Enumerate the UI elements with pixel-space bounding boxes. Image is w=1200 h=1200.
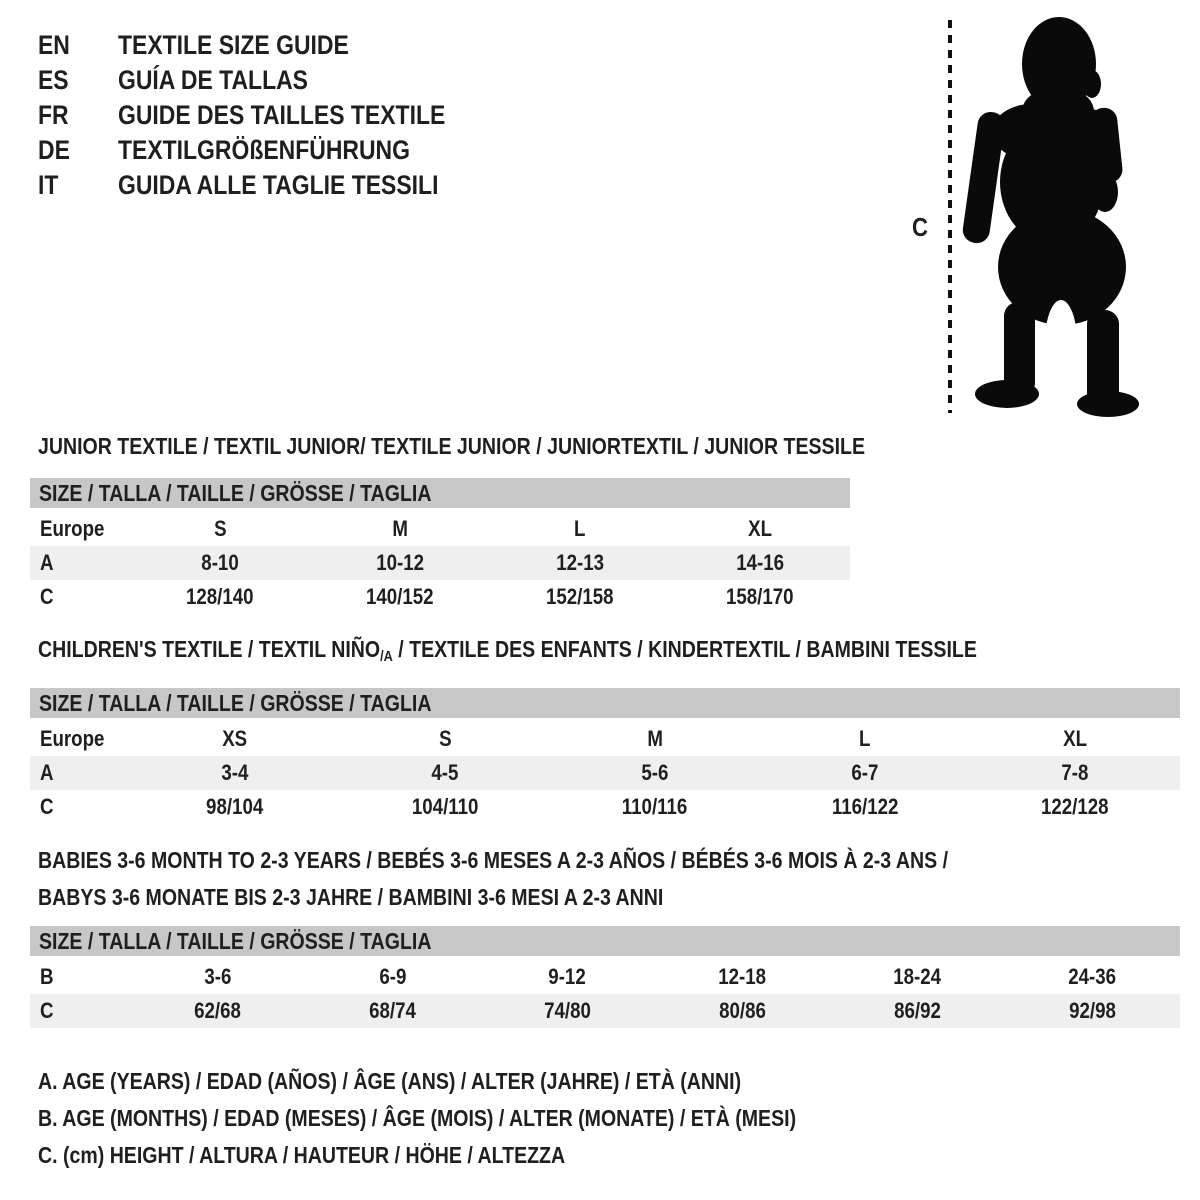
age-cell: 8-10 [201, 550, 239, 575]
height-cell: 128/140 [186, 584, 254, 609]
size-header-text: SIZE / TALLA / TAILLE / GRÖSSE / TAGLIA [39, 928, 432, 954]
age-cell: 6-7 [851, 760, 879, 785]
size-cell: M [647, 726, 663, 751]
language-row-es [38, 63, 503, 98]
language-code: ES [38, 65, 69, 95]
table-row [30, 960, 1180, 994]
row-label: A [40, 550, 54, 575]
children-table [30, 688, 1180, 824]
table-row [30, 512, 850, 546]
size-cell: XS [222, 726, 248, 751]
height-cell: 110/116 [622, 794, 688, 819]
language-row-fr [38, 98, 503, 133]
age-cell: 3-6 [203, 964, 232, 989]
language-row-it [38, 168, 503, 203]
legend-line-a: A. AGE (YEARS) / EDAD (AÑOS) / ÂGE (ANS) / ALTER (JAHRE) / ETÀ (ANNI) [38, 1068, 742, 1094]
row-label: C [40, 794, 54, 819]
table-row [30, 994, 1180, 1028]
row-label: A [40, 760, 54, 785]
measurement-legend [38, 1063, 930, 1174]
row-label: Europe [40, 726, 105, 751]
language-title: GUÍA DE TALLAS [118, 65, 308, 95]
children-section-title [38, 636, 1143, 665]
size-header-text: SIZE / TALLA / TAILLE / GRÖSSE / TAGLIA [39, 690, 432, 716]
row-label: Europe [40, 516, 105, 541]
children-size-header [30, 688, 1180, 718]
language-code: EN [38, 30, 70, 60]
height-cell: 86/92 [894, 998, 941, 1023]
language-row-de [38, 133, 503, 168]
size-cell: L [859, 726, 871, 751]
size-cell: S [438, 726, 452, 751]
height-cell: 116/122 [831, 794, 899, 819]
height-cell: 92/98 [1069, 998, 1116, 1023]
height-cell: 140/152 [366, 584, 434, 609]
age-cell: 5-6 [641, 760, 669, 785]
height-cell: 122/128 [1041, 794, 1109, 819]
babies-size-header [30, 926, 1180, 956]
size-cell: L [574, 516, 586, 541]
toddler-silhouette-icon [900, 0, 1200, 430]
row-label: B [40, 964, 54, 989]
height-cell: 152/158 [546, 584, 614, 609]
language-code: DE [38, 135, 70, 165]
junior-section-title [38, 433, 1011, 460]
language-title: TEXTILE SIZE GUIDE [118, 30, 349, 60]
age-cell: 12-18 [718, 964, 767, 989]
nino-a-subscript: /A [380, 648, 393, 665]
language-title: TEXTILGRÖßENFÜHRUNG [118, 135, 410, 165]
junior-table [30, 478, 850, 614]
age-cell: 7-8 [1061, 760, 1089, 785]
size-cell: XL [748, 516, 772, 541]
height-cell: 80/86 [719, 998, 766, 1023]
size-cell: S [213, 516, 227, 541]
age-cell: 3-4 [221, 760, 249, 785]
table-row [30, 722, 1180, 756]
junior-title-text: JUNIOR TEXTILE / TEXTIL JUNIOR/ TEXTILE JUNIOR / JUNIORTEXTIL / JUNIOR TESSILE [38, 433, 866, 459]
babies-title-line1: BABIES 3-6 MONTH TO 2-3 YEARS / BEBÉS 3-6 MESES A 2-3 AÑOS / BÉBÉS 3-6 MOIS À 2-3 ANS / [38, 847, 949, 873]
age-cell: 6-9 [378, 964, 407, 989]
babies-table [30, 926, 1180, 1028]
age-cell: 9-12 [548, 964, 587, 989]
language-title-list [38, 28, 503, 203]
babies-title-line2: BABYS 3-6 MONATE BIS 2-3 JAHRE / BAMBINI 3-6 MESI A 2-3 ANNI [38, 884, 664, 910]
height-cell: 68/74 [369, 998, 416, 1023]
age-cell: 10-12 [376, 550, 424, 575]
height-cell: 74/80 [544, 998, 591, 1023]
size-header-text: SIZE / TALLA / TAILLE / GRÖSSE / TAGLIA [39, 480, 432, 506]
junior-size-header [30, 478, 850, 508]
babies-section-title [38, 842, 1109, 916]
age-cell: 24-36 [1068, 964, 1117, 989]
row-label: C [40, 998, 54, 1023]
language-title: GUIDA ALLE TAGLIE TESSILI [118, 170, 439, 200]
age-cell: 18-24 [893, 964, 942, 989]
language-code: FR [38, 100, 69, 130]
age-cell: 12-13 [556, 550, 604, 575]
language-row-en [38, 28, 503, 63]
language-title: GUIDE DES TAILLES TEXTILE [118, 100, 446, 130]
height-cell: 158/170 [726, 584, 794, 609]
table-row [30, 580, 850, 614]
height-cell: 98/104 [206, 794, 264, 819]
children-title-text: CHILDREN'S TEXTILE / TEXTIL $NIÑO_{/A}$ / TEXTILE DES ENFANTS / KINDERTEXTIL / BAMBINI TESSILE [38, 636, 977, 665]
height-cell: 104/110 [411, 794, 479, 819]
size-cell: M [392, 516, 408, 541]
language-code: IT [38, 170, 59, 200]
table-row [30, 790, 1180, 824]
height-cell: 62/68 [194, 998, 241, 1023]
legend-line-c: C. (cm) HEIGHT / ALTURA / HAUTEUR / HÖHE / ALTEZZA [38, 1142, 566, 1168]
age-cell: 14-16 [736, 550, 784, 575]
table-row [30, 546, 850, 580]
age-cell: 4-5 [431, 760, 459, 785]
size-cell: XL [1063, 726, 1087, 751]
table-row [30, 756, 1180, 790]
height-measure-label: C [912, 212, 928, 242]
row-label: C [40, 584, 54, 609]
legend-line-b: B. AGE (MONTHS) / EDAD (MESES) / ÂGE (MOIS) / ALTER (MONATE) / ETÀ (MESI) [38, 1105, 797, 1131]
